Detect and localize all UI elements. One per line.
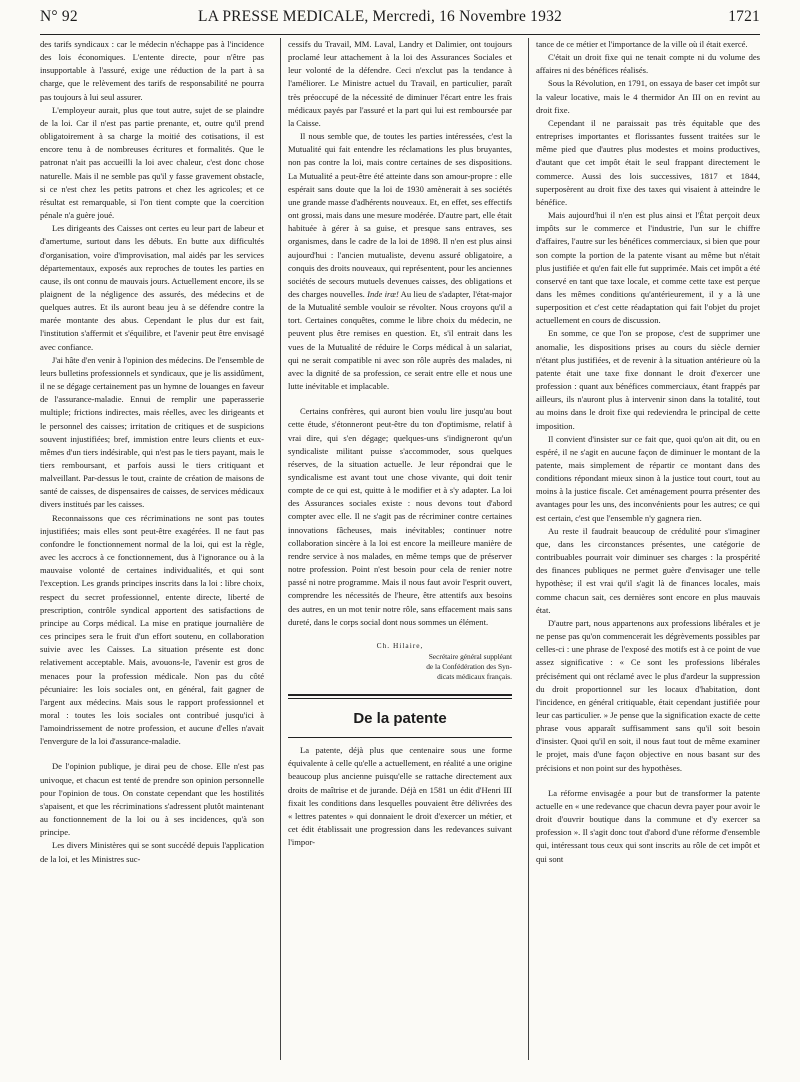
author-role: de la Confédération des Syn- (426, 662, 512, 672)
section-rule (288, 698, 512, 699)
column-divider (280, 38, 281, 1060)
paragraph: Reconnaissons que ces récriminations ne sont pas toutes injustifiées; mais elles sont peut-être exagérées. Il ne faut pas confondre le fonctionnement normal de la loi, qui est la règle, avec les accrocs à ce fonctionnement, dus à l'ignorance ou à la mauvaise volonté de certaines individualités, et qui sont l'exception. Les grands principes inscrits dans la loi : libre choix, respect du secret professionnel, entente directe, liberté de prescription, contrôle syndical apportent des satisfactions de principe au Corps médical. La mise en pratique journalière de ces principes sera le fruit d'un effort soutenu, en collaboration suivie avec les Caisses. La situation présente est donc relativement acceptable. Mais, avouons-le, l'avenir est gros de menaces pour la profession médicale. Non pas du côté pécuniaire: les lois sociales ont, en général, fait gagner de l'argent aux médecins. Mais sous le rapport professionnel et moral : toutes les lois sociales ont contribué jusqu'ici à l'amoindrissement de notre profession, et aucune d'elles n'avait l'envergure de la loi d'assurance-maladie. (40, 512, 264, 747)
paragraph: Les divers Ministères qui se sont succédé depuis l'application de la loi, et les Ministres suc- (40, 840, 264, 864)
column-2 (288, 38, 512, 1060)
paragraph: Certains confrères, qui auront bien voulu lire jusqu'au bout cette étude, s'étonneront peut-être du ton d'optimisme, relatif à vrai dire, qui s'en dégage; quelques-uns s'indigneront qu'un syndicaliste militant puisse s'accommoder, sous quelques réserves, de la situation actuelle. Je leur répondrai que le syndicalisme est avant tout une chose vivante, qui doit tenir compte de ce qui est, quitte à le modifier et à s'y adapter. La loi des Assurances sociales existe : nous devons tout d'abord compter avec elle. Il ne s'agit pas de récriminer contre certaines innovations fâcheuses, mais inévitables; continuer notre collaboration sincère à la loi est encore la meilleure manière de rendre service à nos malades, en même temps que de préserver notre profession. Point n'est besoin pour cela de renier notre passé ni notre programme. Mais il nous faut avoir l'esprit ouvert, comprendre les nécessités de l'heure, être attentifs aux besoins des autres, en un mot tenir notre rôle, sans effacement mais sans dureté, dans le corps social dont nous sommes un élément. (288, 406, 512, 627)
latin-quote: Inde iræ! (367, 288, 399, 299)
paragraph: Au reste il faudrait beaucoup de crédulité pour s'imaginer que, dans les circonstances présentes, une catégorie de contribuables pourrait voir diminuer ses charges : la prospérité des finances publiques ne permet guère d'envisager une telle hypothèse; il est vrai qu'il s'agit là de finances locales, mais comme chacun sait, ces dernières sont encore en plus mauvais état. (536, 525, 760, 615)
paragraph: La patente, déjà plus que centenaire sous une forme équivalente à celle qu'elle a actuellement, en réalité a une origine beaucoup plus ancienne puisqu'elle se rattache directement aux droits de maîtrise et de jurande. Déjà en 1581 un édit d'Henri III fixait les conditions dans lesquelles pouvaient être délivrées des « lettres patentes » qui donnaient le droit d'exercer un métier, et cet édit établissait une progression dans les redevances suivant l'impor- (288, 745, 512, 848)
paragraph: J'ai hâte d'en venir à l'opinion des médecins. De l'ensemble de leurs bulletins professionnels et syndicaux, que je lis assidûment, il ne se dégage certainement pas un hymne de louanges en faveur de l'assurance-maladie. Ennui de remplir une paperasserie multiple; frictions indirectes, mais réelles, avec les dirigeants et le personnel des caisses; irritation de critiques et de suspicions souvent injustifiées; bref, immistion entre leurs clients et eux-mêmes d'un tiers indésirable, qui n'est pas le tiers payant, mais le tiers remboursant, et parfois aussi le tiers critiquant et malveillant. Par-dessus le tout, crainte de création de maisons de santé de caisses, de dispensaires de caisses, de services médicaux divers institués par les caisses. (40, 354, 264, 510)
paragraph: Les dirigeants des Caisses ont certes eu leur part de labeur et d'amertume, surtout dans les débuts. En butte aux difficultés d'organisation, voire d'improvisation, mal aidés par les services départementaux, exposés aux reproches de toutes les parties en cause, ils ont connu de mauvais jours. Actuellement encore, ils se plaignent de la négligence des assurés, des médecins et de quelques autres. Et ils auront beau jeu à se défendre contre la marée montante des abus. Cependant le plus dur est fait, l'institution s'affermit et s'équilibre, et l'avenir peut être envisagé avec confiance. (40, 223, 264, 352)
column-3 (536, 38, 760, 1060)
page-header (40, 8, 760, 34)
author-role: Secrétaire général suppléant (428, 652, 512, 662)
paragraph: tance de ce métier et l'importance de la ville où il était exercé. (536, 39, 748, 49)
section-rule (288, 737, 512, 738)
paragraph: des tarifs syndicaux : car le médecin n'échappe pas à l'incidence des lois économiques. L'entente directe, pour n'être pas insupportable à l'assuré, exige une réduction de la part à sa charge, que le relèvement des tarifs de responsabilité ne pourra pas toujours à lui seul assurer. (40, 39, 264, 102)
header-rule (40, 34, 760, 35)
paragraph: En somme, ce que l'on se propose, c'est de supprimer une anomalie, les dispositions prises au cours du siècle dernier n'étant plus justifiées, et de revenir à la situation antérieure où la patente était une taxe fixe donnant le droit d'exercer une profession : quant aux bénéfices commerciaux, étant frappés par ailleurs, ils n'auront plus à intervenir sinon dans la totalité, tout au moins dans le droit fixe qui redeviendra le principal de cette imposition. (536, 328, 760, 431)
paragraph: Sous la Révolution, en 1791, on essaya de baser cet impôt sur la valeur locative, mais le 4 thermidor An III on en revint au droit fixe. (536, 78, 760, 115)
column-divider (528, 38, 529, 1060)
page-number: 1721 (728, 8, 760, 25)
paragraph-text: Au lieu de s'adapter, l'état-major de la Mutualité semble vouloir se révolter. Nous croyons qu'il a tort. Certaines conquêtes, comme le libre choix du médecin, ne peuvent plus être remises en question. Et, s'il entrait dans les vues de la Mutualité de réduire le Corps médical à un salariat, qui ne serait compatible ni avec son rôle auprès des malades, ni avec la dignité de sa profession, ce serait entre elle et nous une lutte inévitable et implacable. (288, 288, 512, 392)
author-name: Ch. Hilaire, (376, 640, 424, 650)
paragraph: Il convient d'insister sur ce fait que, quoi qu'on ait dit, ou en espéré, il ne s'agit en aucune façon de diminuer le montant de la patente, mais simplement de répartir ce montant dans des conditions répondant mieux sinon à la justice tout court, tout au moins à la justice fiscale. Cet aménagement pourra présenter des avantages pour les uns, des inconvénients pour les autres; ce qui est certain, c'est que l'ensemble n'y gagnera rien. (536, 433, 760, 523)
paragraph-text: Il nous semble que, de toutes les parties intéressées, c'est la Mutualité qui fait entendre les réclamations les plus bruyantes, non pas contre la loi, mais contre certaines de ses dispositions. La Mutualité a peut-être été atteinte dans son amour-propre : elle espérait sans doute que la loi de 1930 amènerait à ses sociétés une grande masse d'adhérents nouveaux. Et, en effet, ses effectifs ont grossi, mais dans une mesure modérée. D'autre part, elle était habituée à gérer à sa guise, et presque sans entraves, ses organismes, dans le cadre de la loi de 1898. Il n'en est plus ainsi aujourd'hui : l'ancien mutualiste, devenu assuré obligatoire, a conquis des droits nouveaux, qui représentent, pour les anciennes sociétés de secours mutuels devenues caisses, des obligations et des charges nouvelles. (288, 131, 512, 299)
paragraph: Cependant il ne paraissait pas très équitable que des entreprises importantes et florissantes fussent traitées sur le même pied que d'autres plus modestes et moins productives, d'autant que cet impôt était le seul frappant directement le commerce. Aussi des lois successives, 1817 et 1844, superposèrent au droit fixe des taxes qui visaient à atteindre le bénéfice. (536, 117, 760, 207)
section-rule (288, 694, 512, 696)
paragraph: C'était un droit fixe qui ne tenait compte ni du volume des affaires ni des bénéfices réalisés. (536, 52, 760, 76)
paragraph: La réforme envisagée a pour but de transformer la patente actuelle en « une redevance que chacun devra payer pour avoir le droit d'ouvrir boutique dans la commune et d'y exercer sa profession ». Il s'agit donc tout d'abord d'une réforme d'ensemble qui, intéressant tous ceux qui sont inscrits au rôle de cet impôt et qui sont (536, 787, 760, 864)
author-role: dicats médicaux français. (437, 672, 512, 682)
paragraph: cessifs du Travail, MM. Laval, Landry et Dalimier, ont toujours proclamé leur attachement à la loi des Assurances Sociales et leur volonté de la défendre. Ceci n'exclut pas la tendance à l'améliorer. Le Ministre actuel du Travail, en particulier, paraît très préoccupé de la nécessité de diminuer l'écart entre les frais médicaux payés par l'assuré et la part qui lui est remboursée par la Caisse. (288, 39, 512, 128)
paragraph: Mais aujourd'hui il n'en est plus ainsi et l'État perçoit deux impôts sur le commerce et l'industrie, l'un sur le chiffre d'affaires, l'autre sur les bénéfices commerciaux, si bien que pour son compte la portion de la patente visant au même but n'était plus justifiée et qu'en fait elle fut supprimée. Mais cet impôt a été conservé en tant que taxe locale, et comme cette taxe est perçue dans les mêmes conditions qu'antérieurement, il y a là une superposition et c'est cette réadaptation qui fait l'objet du projet actuellement en cours de discussion. (536, 210, 760, 326)
paragraph: De l'opinion publique, je dirai peu de chose. Elle n'est pas univoque, et chacun est tenté de prendre son opinion personnelle pour l'opinion de tous. On constate cependant que les hostilités s'apaisent, et que les récriminations s'adressent plutôt maintenant au fonctionnement de la loi ou à ses incidences, qu'à son principe. (40, 761, 264, 838)
paragraph (288, 130, 512, 393)
section-title: De la patente (353, 710, 447, 728)
signature-block (288, 639, 512, 682)
column-1 (40, 38, 264, 1060)
paragraph: D'autre part, nous appartenons aux professions libérales et je ne pense pas qu'on commencerait les dégrèvements possibles par celles-ci : une phrase de l'exposé des motifs est à ce point de vue assez significative : « Ce sont les professions libérales précisément qui ont réclamé avec le plus d'ardeur la suppression du droit proportionnel sur les locaux d'habitation, dont l'incidence, en général critiquable, était cependant justifiée pour leur cas particulier. » Je pense que la signification exacte de cette phrase vous apparaît suffisamment sans qu'il soit besoin d'insister. Quoi qu'il en soit, il nous faut tout de même examiner le projet, mais d'une façon objective en nous basant sur des précisions et non point sur des hypothèses. (536, 617, 760, 773)
journal-title: LA PRESSE MEDICALE, Mercredi, 16 Novembre 1932 (198, 8, 562, 25)
issue-number: N° 92 (40, 8, 78, 25)
paragraph: L'employeur aurait, plus que tout autre, sujet de se plaindre de la loi. Car il n'est pas partie prenante, et, outre qu'il prend obligatoirement à sa charge la moitié des cotisations, il est encore tenu à de nombreuses écritures et formalités. Que le patronat n'ait pas accueilli la loi avec chaleur, c'est donc chose naturelle. Mais il ne semble pas qu'il y fasse gravement obstacle, si ce n'est chez les petits patrons et chez les agricoles; et ce résultat est remarquable, si l'on tient compte que la coercition pénale n'a guère joué. (40, 104, 264, 221)
